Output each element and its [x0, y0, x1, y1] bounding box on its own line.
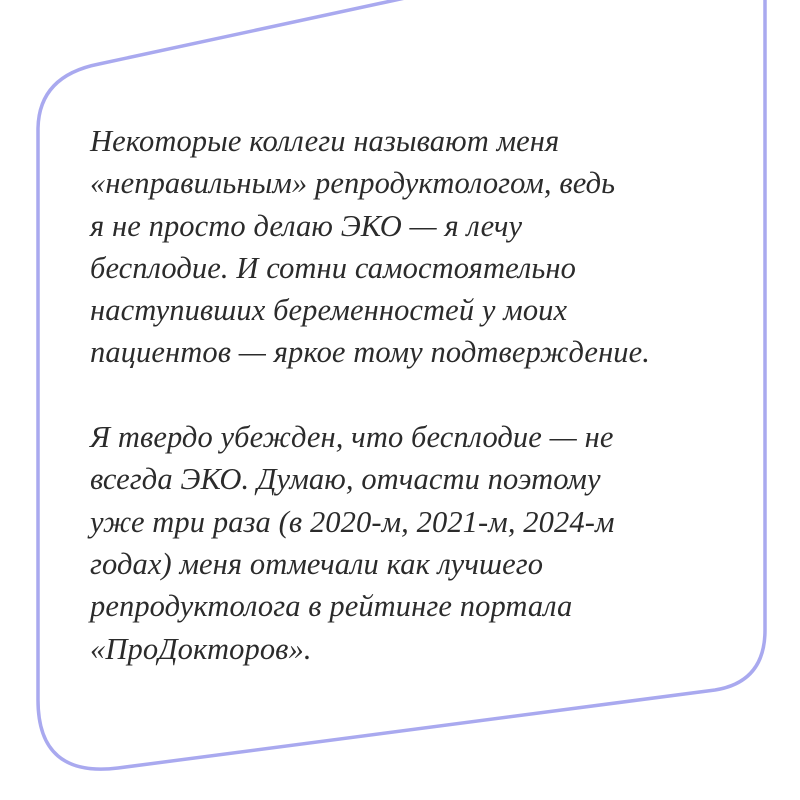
- text-line: репродуктолога в рейтинге портала: [90, 589, 573, 624]
- quote-text: [90, 120, 750, 670]
- text-line: годах) меня отмечали как лучшего: [90, 546, 544, 581]
- text-line: наступивших беременностей у моих: [90, 293, 568, 328]
- text-line: «неправильным» репродуктологом, ведь: [90, 166, 616, 201]
- paragraph-2: [90, 416, 750, 670]
- text-line: бесплодие. И сотни самостоятельно: [90, 250, 576, 285]
- text-line: Я твердо убежден, что бесплодие — не: [90, 420, 614, 455]
- paragraph-1: [90, 120, 750, 374]
- text-line: «ПроДокторов».: [90, 631, 312, 666]
- text-line: Некоторые коллеги называют меня: [90, 124, 560, 158]
- text-line: пациентов — яркое тому подтверждение.: [90, 335, 651, 370]
- text-line: я не просто делаю ЭКО — я лечу: [90, 208, 523, 243]
- text-line: всегда ЭКО. Думаю, отчасти поэтому: [90, 462, 601, 497]
- text-line: уже три раза (в 2020-м, 2021-м, 2024-м: [90, 504, 615, 539]
